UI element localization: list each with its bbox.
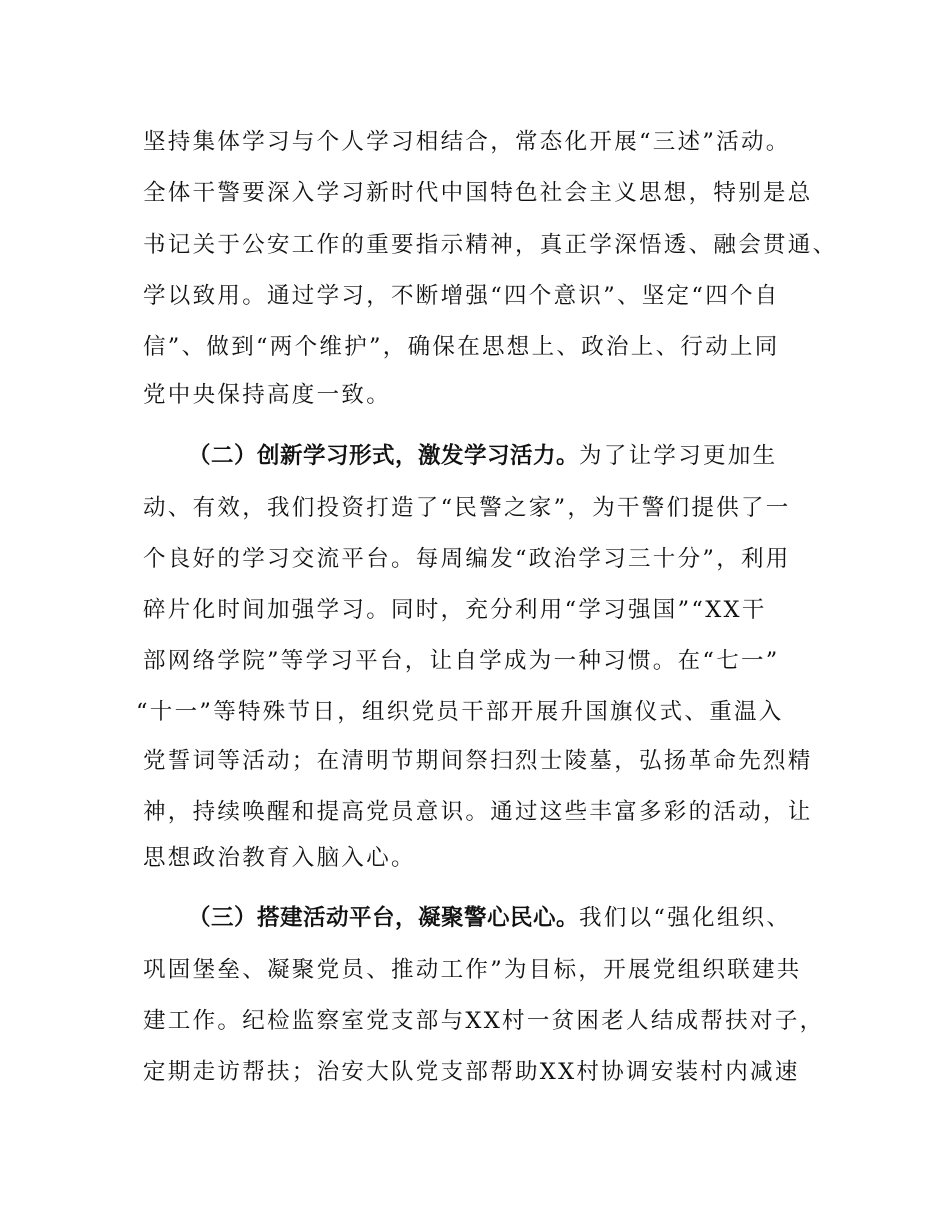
text-line: “十一”等特殊节日，组织党员干部开展升国旗仪式、重温入 — [136, 699, 784, 725]
text-line: 动、有效，我们投资打造了“民警之家”，为干警们提供了一 — [143, 495, 791, 521]
text-line: 坚持集体学习与个人学习相结合，常态化开展“三述”活动。 — [143, 129, 791, 155]
text-line: 信”、做到“两个维护”，确保在思想上、政治上、行动上同 — [143, 334, 780, 360]
text-line: 个良好的学习交流平台。每周编发“政治学习三十分”，利用 — [143, 546, 791, 572]
text-line: 党中央保持高度一致。 — [143, 382, 392, 408]
text-run: 我们以“强化组织、 — [579, 905, 792, 931]
text-line: 书记关于公安工作的重要指示精神，真正学深悟透、融会贯通、 — [143, 232, 838, 258]
text-line: 全体干警要深入学习新时代中国特色社会主义思想，特别是总 — [143, 180, 813, 206]
paragraph-first-line — [188, 441, 878, 471]
text-line: 定期走访帮扶；治安大队党支部帮助XX村协调安装村内减速 — [143, 1059, 800, 1085]
text-run: 为了让学习更加生 — [579, 443, 778, 469]
text-line: 党誓词等活动；在清明节期间祭扫烈士陵墓，弘扬革命先烈精 — [143, 748, 813, 774]
text-line: 建工作。纪检监察室党支部与XX村一贫困老人结成帮扶对子， — [143, 1008, 825, 1034]
section-heading: （二）创新学习形式，激发学习活力。 — [188, 443, 580, 469]
text-line: 思想政治教育入脑入心。 — [143, 845, 416, 871]
paragraph-first-line — [188, 903, 878, 933]
text-line: 巩固堡垒、凝聚党员、推动工作”为目标，开展党组织联建共 — [143, 957, 802, 983]
text-line: 学以致用。通过学习，不断增强“四个意识”、坚定“四个自 — [143, 283, 780, 309]
text-line: 部网络学院”等学习平台，让自学成为一种习惯。在“七一” — [143, 648, 780, 674]
text-line: 碎片化时间加强学习。同时，充分利用“学习强国”“XX干 — [143, 597, 767, 623]
section-heading: （三）搭建活动平台，凝聚警心民心。 — [188, 905, 580, 931]
text-line: 神，持续唤醒和提高党员意识。通过这些丰富多彩的活动，让 — [143, 799, 813, 825]
